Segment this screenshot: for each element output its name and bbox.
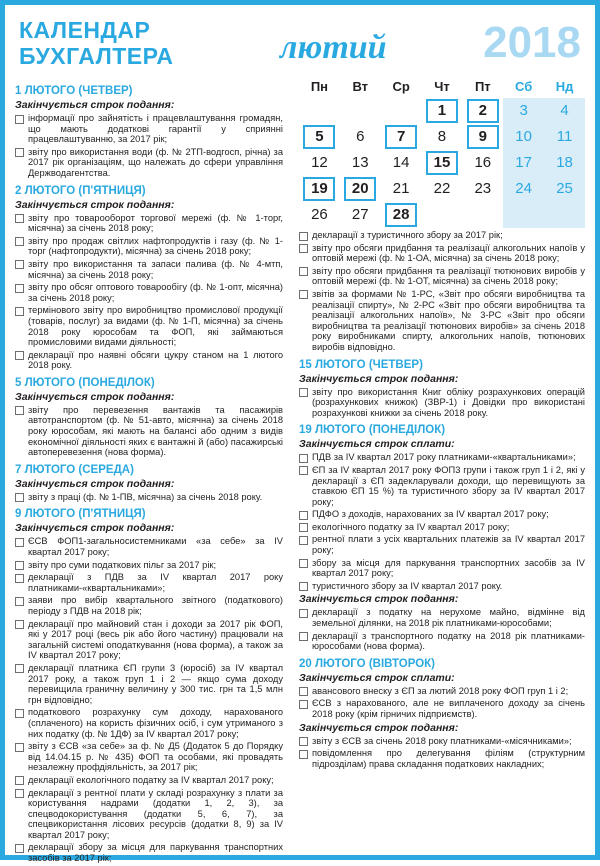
calendar-day-number: 2 bbox=[467, 99, 499, 123]
right-column bbox=[297, 79, 585, 866]
calendar-weekday-нд: Нд bbox=[555, 79, 574, 94]
calendar-day-15[interactable] bbox=[422, 150, 463, 176]
checklist-item[interactable]: декларації з рентної плати у складі розрахунку з плати за користування надрами (додатки 1, 2, 3), за спецводокористування (додатки 5, 6, 7), за спецвикористання лісових ресурсів (додатки 8, 9) за IV квартал 2017 року; bbox=[15, 788, 283, 841]
checklist bbox=[15, 213, 283, 371]
calendar-day-19[interactable] bbox=[299, 176, 340, 202]
title-line-1: КАЛЕНДАР bbox=[19, 17, 151, 43]
calendar-day-9[interactable] bbox=[462, 124, 503, 150]
calendar-day-16[interactable] bbox=[462, 150, 503, 176]
calendar-day-number: 13 bbox=[351, 154, 369, 171]
calendar-day-26[interactable] bbox=[299, 202, 340, 228]
calendar-weekday-сб: Сб bbox=[515, 79, 533, 94]
checklist-item[interactable]: звіту про перевезення вантажів та пасажирів автотранспортом (ф. № 51-авто, місячна) за січень 2018 року юрособам, які мають на балансі або одним з видів економічної діяльності яких є вантажні й (або) пасажирські автоперевезення (нова форма). bbox=[15, 405, 283, 458]
checklist-item[interactable]: звіту про обсяги придбання та реалізації тютюнових виробів у оптовій мережі (ф. № 1-ОТ, місячна) за січень 2018 року; bbox=[299, 266, 585, 287]
section-heading: 1 ЛЮТОГО (ЧЕТВЕР) bbox=[15, 85, 133, 97]
checklist-item[interactable]: декларації збору за місця для паркування транспортних засобів за 2017 рік; bbox=[15, 842, 283, 863]
calendar-day-number: 22 bbox=[433, 180, 451, 197]
calendar-day-number: 9 bbox=[467, 125, 499, 149]
section-subheading: Закінчується строк подання: bbox=[15, 477, 175, 490]
checklist-item[interactable]: ЄСВ з нарахованого, але не виплаченого доходу за січень 2018 року (крім гірничих підприємств). bbox=[299, 698, 585, 719]
calendar-day-empty bbox=[299, 98, 340, 124]
checklist-item[interactable]: звіту про використання води (ф. № 2ТП-водгосп, річна) за 2017 рік організаціям, що належать до сфери управління Держводагентства. bbox=[15, 147, 283, 179]
calendar-week-row bbox=[299, 98, 585, 124]
section-subheading: Закінчується строк подання: bbox=[299, 372, 459, 385]
calendar-week-row bbox=[299, 150, 585, 176]
section-subheading: Закінчується строк подання: bbox=[15, 198, 175, 211]
checklist-item[interactable]: звітів за формами № 1-РС, «Звіт про обсяги виробництва та реалізації спирту», № 2-РС «Звіт про обсяги виробництва та реалізації алкогольних напоїв», № 3-РС «Звіт про обсяги виробництва та реалізації тютюнових виробів» за січень 2018 року виробниками спирту, алкогольних напоїв, тютюнових виробів відповідно. bbox=[299, 289, 585, 353]
checklist-item[interactable]: звіту про використання Книг обліку розрахункових операцій (розрахункових книжок) (ЗВР-1) і Довідки про використані розрахункові книжки за січень 2018 року. bbox=[299, 387, 585, 419]
checklist-item[interactable]: авансового внеску з ЄП за лютий 2018 року ФОП груп 1 і 2; bbox=[299, 686, 585, 697]
calendar-day-3[interactable] bbox=[503, 98, 544, 124]
calendar-day-number bbox=[511, 218, 537, 220]
calendar-day-number: 21 bbox=[392, 180, 410, 197]
checklist-item[interactable]: повідомлення про делегування філіям (структурним підрозділам) права складання податкових накладних; bbox=[299, 748, 585, 769]
checklist-item[interactable]: ПДВ за IV квартал 2017 року платниками-«квартальниками»; bbox=[299, 452, 585, 463]
calendar-day-empty bbox=[503, 202, 544, 228]
calendar-day-number: 17 bbox=[515, 154, 532, 171]
checklist-item[interactable]: декларації з податку на нерухоме майно, відмінне від земельної ділянки, на 2018 рік платниками-юрособами; bbox=[299, 607, 585, 628]
checklist-item[interactable]: декларації платника ЄП групи 3 (юросіб) за IV квартал 2017 року, а також груп 1 і 2 — якщо сума доходу перевищила граничну величину у 300 тис. грн та 1,5 млн грн відповідно; bbox=[15, 663, 283, 705]
calendar-day-number: 27 bbox=[351, 206, 369, 223]
calendar-day-number bbox=[552, 218, 578, 220]
left-column bbox=[15, 79, 287, 866]
checklist-item[interactable]: податкового розрахунку сум доходу, нарахованого (сплаченого) на користь фізичних осіб, і сум утриманого з них податку (ф. № 1ДФ) за IV квартал 2017 року; bbox=[15, 707, 283, 739]
calendar-weekday-вт: Вт bbox=[352, 79, 369, 94]
checklist bbox=[299, 452, 585, 591]
calendar-day-28[interactable] bbox=[381, 202, 422, 228]
checklist bbox=[299, 230, 585, 353]
checklist-item[interactable]: декларації з ПДВ за IV квартал 2017 року платниками-«квартальниками»; bbox=[15, 572, 283, 593]
checklist-item[interactable]: термінового звіту про виробництво промислової продукції (товарів, послуг) за видами (ф. № 1-П, місячна) за січень 2018 року юрособам та ФОП, які займаються промисловими видами діяльності; bbox=[15, 305, 283, 347]
checklist bbox=[15, 536, 283, 863]
left-sections-list bbox=[15, 85, 283, 864]
calendar-day-number: 23 bbox=[474, 180, 492, 197]
right-sections-list bbox=[299, 230, 585, 769]
section-subheading: Закінчується строк подання: bbox=[299, 721, 459, 734]
calendar-day-number: 11 bbox=[556, 128, 573, 145]
calendar-week-row bbox=[299, 176, 585, 202]
calendar-day-number: 14 bbox=[392, 154, 410, 171]
checklist-item[interactable]: звіту про продаж світлих нафтопродуктів і газу (ф. № 1-торг (нафтопродукти), місячна) за січень 2018 року; bbox=[15, 236, 283, 257]
checklist bbox=[299, 736, 585, 770]
calendar-day-17[interactable] bbox=[503, 150, 544, 176]
calendar-day-number: 4 bbox=[560, 102, 569, 119]
calendar-day-number: 20 bbox=[344, 177, 376, 201]
checklist-item[interactable]: декларації екологічного податку за IV квартал 2017 року; bbox=[15, 775, 283, 786]
section-subheading: Закінчується строк сплати: bbox=[299, 671, 455, 684]
section-heading: 20 ЛЮТОГО (ВІВТОРОК) bbox=[299, 657, 436, 670]
calendar-day-14[interactable] bbox=[381, 150, 422, 176]
calendar-day-13[interactable] bbox=[340, 150, 381, 176]
calendar-day-25[interactable] bbox=[544, 176, 585, 202]
checklist-item[interactable]: заяви про вибір квартального звітного (податкового) періоду з ПДВ на 2018 рік; bbox=[15, 595, 283, 616]
calendar-weekday-пт: Пт bbox=[474, 79, 491, 94]
calendar-day-empty bbox=[422, 202, 463, 228]
section-subheading: Закінчується строк подання: bbox=[15, 390, 175, 403]
calendar-day-1[interactable] bbox=[422, 98, 463, 124]
calendar-day-27[interactable] bbox=[340, 202, 381, 228]
calendar-day-24[interactable] bbox=[503, 176, 544, 202]
checklist bbox=[15, 492, 283, 503]
section-subheading: Закінчується строк подання: bbox=[15, 99, 175, 111]
calendar-day-number: 6 bbox=[356, 128, 365, 145]
calendar-day-18[interactable] bbox=[544, 150, 585, 176]
calendar-day-empty bbox=[340, 98, 381, 124]
calendar-day-10[interactable] bbox=[503, 124, 544, 150]
content-body bbox=[15, 79, 585, 866]
checklist-item[interactable]: екологічного податку за IV квартал 2017 року; bbox=[299, 522, 585, 533]
checklist-item[interactable]: декларації про майновий стан і доходи за 2017 рік ФОП, які у 2017 році (весь рік або його частину) працювали на загальній системі оподаткування (нова форма), а також за IV квартал 2017 року; bbox=[15, 619, 283, 661]
section-heading: 7 ЛЮТОГО (СЕРЕДА) bbox=[15, 463, 134, 476]
title-line-2: БУХГАЛТЕРА bbox=[19, 43, 174, 69]
calendar-week-row bbox=[299, 202, 585, 228]
checklist-item[interactable]: ЄСВ ФОП1-загальносистемниками «за себе» за IV квартал 2017 року; bbox=[15, 536, 283, 557]
calendar-week-row bbox=[299, 124, 585, 150]
checklist-item[interactable]: декларації з транспортного податку на 2018 рік платниками-юрособами (нова форма). bbox=[299, 631, 585, 652]
month-calendar bbox=[299, 77, 585, 228]
calendar-day-20[interactable] bbox=[340, 176, 381, 202]
page-header bbox=[15, 13, 585, 79]
calendar-day-number: 5 bbox=[303, 125, 335, 149]
checklist bbox=[299, 607, 585, 651]
section-subheading: Закінчується строк сплати: bbox=[299, 438, 455, 451]
calendar-day-empty bbox=[544, 202, 585, 228]
checklist-item[interactable]: звіту з праці (ф. № 1-ПВ, місячна) за січень 2018 року. bbox=[15, 492, 283, 503]
calendar-day-empty bbox=[381, 98, 422, 124]
calendar-day-number: 8 bbox=[437, 128, 447, 145]
page-title bbox=[19, 17, 174, 69]
checklist-item[interactable]: декларації з туристичного збору за 2017 рік; bbox=[299, 230, 585, 241]
calendar-day-number: 19 bbox=[303, 177, 335, 201]
calendar-day-number bbox=[306, 114, 332, 116]
calendar-day-number: 7 bbox=[385, 125, 417, 149]
calendar-weekday-пн: Пн bbox=[310, 79, 329, 94]
month-label: лютий bbox=[280, 29, 387, 66]
calendar-day-4[interactable] bbox=[544, 98, 585, 124]
calendar-day-number: 15 bbox=[426, 151, 458, 175]
calendar-day-21[interactable] bbox=[381, 176, 422, 202]
calendar-day-number bbox=[470, 218, 496, 220]
calendar-day-number: 25 bbox=[556, 180, 573, 197]
section-heading: 15 ЛЮТОГО (ЧЕТВЕР) bbox=[299, 358, 423, 371]
calendar-day-12[interactable] bbox=[299, 150, 340, 176]
checklist-item[interactable]: збору за місця для паркування транспортних засобів за IV квартал 2017 року; bbox=[299, 558, 585, 579]
calendar-day-number bbox=[388, 114, 414, 116]
checklist-item[interactable]: рентної плати з усіх квартальних платежів за IV квартал 2017 року; bbox=[299, 534, 585, 555]
checklist-item[interactable]: туристичного збору за IV квартал 2017 року. bbox=[299, 581, 585, 592]
checklist bbox=[299, 686, 585, 720]
section-subheading: Закінчується строк подання: bbox=[15, 522, 175, 535]
calendar-day-number bbox=[347, 114, 373, 116]
calendar-day-number bbox=[429, 218, 455, 220]
calendar-day-6[interactable] bbox=[340, 124, 381, 150]
calendar-table bbox=[299, 77, 585, 228]
year-label: 2018 bbox=[483, 18, 581, 67]
calendar-day-23[interactable] bbox=[462, 176, 503, 202]
checklist-item[interactable]: ПДФО з доходів, нарахованих за IV квартал 2017 року; bbox=[299, 509, 585, 520]
checklist-item[interactable]: звіту про використання та запаси палива (ф. № 4-мтп, місячна) за січень 2018 року; bbox=[15, 259, 283, 280]
calendar-day-empty bbox=[462, 202, 503, 228]
checklist-item[interactable]: декларації про наявні обсяги цукру станом на 1 лютого 2018 року. bbox=[15, 350, 283, 371]
calendar-weekday-ср: Ср bbox=[392, 79, 410, 94]
section-heading: 5 ЛЮТОГО (ПОНЕДІЛОК) bbox=[15, 376, 155, 389]
calendar-day-8[interactable] bbox=[422, 124, 463, 150]
calendar-day-number: 28 bbox=[385, 203, 417, 227]
calendar-day-number: 18 bbox=[556, 154, 573, 171]
section-heading: 2 ЛЮТОГО (П'ЯТНИЦЯ) bbox=[15, 184, 146, 197]
checklist-item[interactable]: звіту про суми податкових пільг за 2017 рік; bbox=[15, 560, 283, 571]
checklist-item[interactable]: звіту з ЄСВ за січень 2018 року платниками-«місячниками»; bbox=[299, 736, 585, 747]
checklist-item[interactable]: звіту з ЄСВ «за себе» за ф. № Д5 (Додаток 5 до Порядку від 14.04.15 р. № 435) ФОП та особами, які провадять незалежну профдіяльність, за 2017 рік; bbox=[15, 741, 283, 773]
checklist-item[interactable]: звіту про обсяг оптового товарообігу (ф. № 1-опт, місячна) за січень 2018 року; bbox=[15, 282, 283, 303]
calendar-day-number: 3 bbox=[519, 102, 528, 119]
calendar-day-22[interactable] bbox=[422, 176, 463, 202]
calendar-day-2[interactable] bbox=[462, 98, 503, 124]
checklist bbox=[15, 405, 283, 458]
calendar-day-number: 16 bbox=[474, 154, 492, 171]
checklist-item[interactable]: звіту про обсяги придбання та реалізації алкогольних напоїв у оптовій мережі (ф. № 1-ОА, місячна) за січень 2018 року; bbox=[299, 243, 585, 264]
calendar-day-number: 24 bbox=[515, 180, 532, 197]
calendar-day-5[interactable] bbox=[299, 124, 340, 150]
calendar-day-number: 10 bbox=[515, 128, 532, 145]
checklist bbox=[299, 387, 585, 419]
checklist bbox=[15, 113, 283, 179]
calendar-day-number: 26 bbox=[311, 206, 328, 223]
calendar-day-number: 12 bbox=[311, 154, 328, 171]
checklist-item[interactable]: інформації про зайнятість і працевлаштування громадян, що мають додаткові гарантії у сприянні працевлаштуванню, за 2017 рік; bbox=[15, 113, 283, 145]
checklist-item[interactable]: ЄП за IV квартал 2017 року ФОП3 групи і також груп 1 і 2, які у декларації з ЄП задекларували доходи, що перевищують за ставкою ЄП 15 %) та туристичного збору за IV квартал 2017 року; bbox=[299, 465, 585, 507]
checklist-item[interactable]: звіту про товарооборот торгової мережі (ф. № 1-торг, місячна) за січень 2018 року; bbox=[15, 213, 283, 234]
calendar-weekday-чт: Чт bbox=[434, 79, 450, 94]
calendar-header-row bbox=[299, 77, 585, 98]
calendar-day-11[interactable] bbox=[544, 124, 585, 150]
section-subheading: Закінчується строк подання: bbox=[299, 593, 459, 606]
calendar-body bbox=[299, 98, 585, 228]
calendar-day-7[interactable] bbox=[381, 124, 422, 150]
section-heading: 9 ЛЮТОГО (П'ЯТНИЦЯ) bbox=[15, 508, 146, 521]
section-heading: 19 ЛЮТОГО (ПОНЕДІЛОК) bbox=[299, 424, 446, 437]
calendar-day-number: 1 bbox=[426, 99, 458, 123]
